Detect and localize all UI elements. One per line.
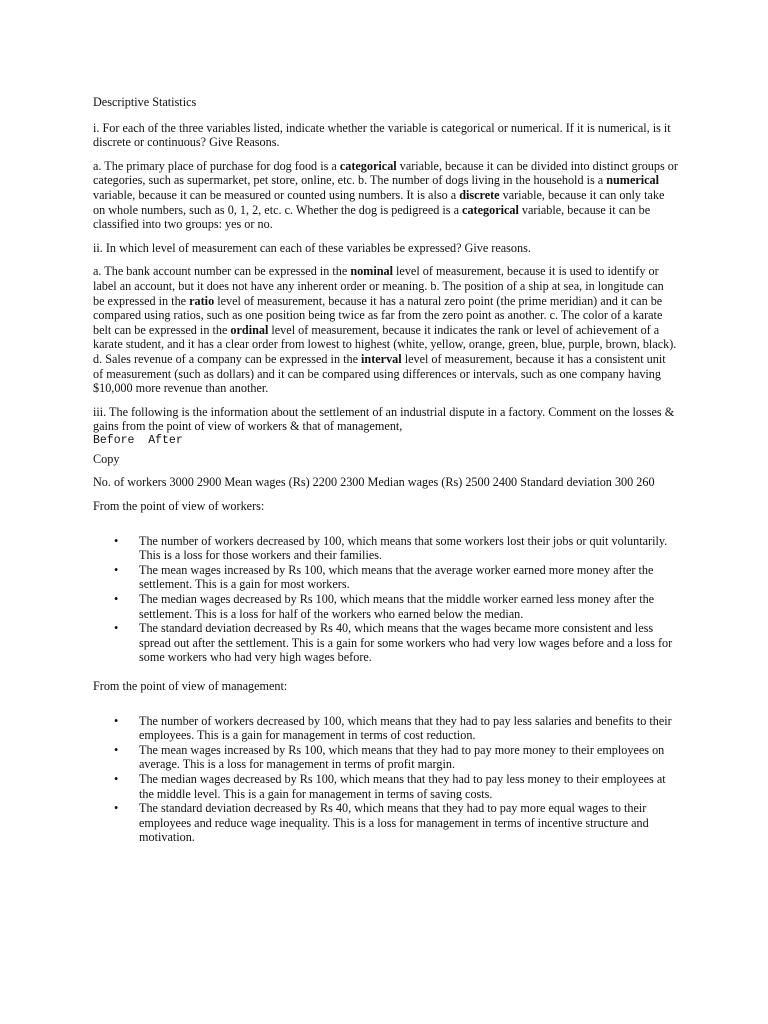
text-run: a. The bank account number can be expressed in the [93, 264, 351, 279]
bold-term: ordinal [230, 322, 269, 337]
list-item [93, 592, 678, 621]
bold-term: interval [361, 351, 402, 366]
text-run: variable, because it can be classified into two groups: yes or no. [93, 202, 651, 232]
bullet-icon: • [114, 592, 119, 607]
list-item [93, 563, 678, 592]
bullet-icon: • [114, 742, 119, 757]
bullet-icon: • [114, 621, 119, 636]
management-bullet-list [93, 714, 678, 845]
list-item-text: The mean wages increased by Rs 100, which means that they had to pay more money to their employees on average. This is a loss for management in terms of profit margin. [139, 742, 665, 772]
question-2-prompt: ii. In which level of measurement can each of these variables be expressed? Give reasons. [93, 240, 531, 255]
text-run: level of measurement, because it has a consistent unit of measurement (such as dollars) and it can be compared using differences or intervals, such as one company having $10,000 more revenue than another. [93, 351, 666, 396]
bold-term: categorical [462, 202, 519, 217]
list-item [93, 534, 678, 563]
workers-bullet-list [93, 534, 678, 665]
document-page [93, 95, 678, 859]
list-item [93, 743, 678, 772]
copy-link[interactable]: Copy [93, 451, 120, 466]
list-item [93, 621, 678, 665]
text-run: level of measurement, because it has a natural zero point (the prime meridian) and it can be compared using ratios, such as one position being twice as far from the zero point as another. c. The color of a karate belt can be expressed in the [93, 293, 663, 337]
list-item-text: The median wages decreased by Rs 100, which means that the middle worker earned less money after the settlement. This is a loss for half of the workers who earned below the median. [139, 592, 655, 621]
text-run: a. The primary place of purchase for dog food is a [93, 158, 340, 173]
question-2-answer [93, 264, 678, 395]
list-item-text: The standard deviation decreased by Rs 40, which means that the wages became more consistent and less spread out after the settlement. This is a gain for some workers who had very low wages before and a loss for some workers who had very high wages before. [139, 621, 673, 665]
text-run: level of measurement, because it indicates the rank or level of achievement of a karate student, and it has a clear order from lowest to highest (white, yellow, orange, green, blue, purple, brown, black). d. Sales revenue of a company can be expressed in the [93, 322, 677, 366]
list-item [93, 801, 678, 845]
question-3-prompt: iii. The following is the information about the settlement of an industrial dispute in a factory. Comment on the losses & gains from the point of view of workers & that of management, [93, 404, 675, 434]
list-item-text: The standard deviation decreased by Rs 40, which means that they had to pay more equal wages to their employees and reduce wage inequality. This is a loss for management in terms of incentive structure and motivation. [139, 801, 649, 845]
bullet-icon: • [114, 801, 119, 816]
list-item-text: The number of workers decreased by 100, which means that some workers lost their jobs or quit voluntarily. This is a loss for those workers and their families. [139, 533, 668, 563]
list-item [93, 714, 678, 743]
list-item-text: The number of workers decreased by 100, which means that they had to pay less salaries and benefits to their employees. This is a gain for management in terms of cost reduction. [139, 713, 672, 743]
document-title: Descriptive Statistics [93, 95, 197, 109]
list-item [93, 772, 678, 801]
text-run: variable, because it can only take on whole numbers, such as 0, 1, 2, etc. c. Whether the dog is pedigreed is a [93, 187, 665, 217]
text-run: level of measurement, because it is used to identify or label an account, but it does not have any inherent order or meaning. b. The position of a ship at sea, in longitude can be expressed in the [93, 264, 664, 308]
question-1-answer [93, 159, 678, 232]
workers-heading: From the point of view of workers: [93, 499, 265, 514]
bold-term: numerical [606, 173, 660, 188]
list-item-text: The median wages decreased by Rs 100, which means that they had to pay less money to their employees at the middle level. This is a gain for management in terms of saving costs. [139, 771, 666, 801]
bold-term: nominal [350, 264, 393, 279]
bullet-icon: • [114, 713, 119, 728]
settlement-data-line: No. of workers 3000 2900 Mean wages (Rs) 2200 2300 Median wages (Rs) 2500 2400 Standard deviation 300 260 [93, 475, 655, 490]
bullet-icon: • [114, 562, 119, 577]
bold-term: categorical [339, 158, 397, 173]
management-heading: From the point of view of management: [93, 679, 288, 693]
bold-term: discrete [459, 187, 500, 202]
bullet-icon: • [114, 771, 119, 786]
bold-term: ratio [189, 293, 215, 308]
code-block-header: Before After [93, 433, 183, 447]
bullet-icon: • [114, 533, 119, 548]
text-run: variable, because it can be divided into distinct groups or categories, such as supermarket, pet store, online, etc. b. The number of dogs living in the household is a [93, 158, 678, 188]
question-1-prompt: i. For each of the three variables listed, indicate whether the variable is categorical or numerical. If it is numerical, is it discrete or continuous? Give Reasons. [93, 120, 671, 150]
text-run: variable, because it can be measured or counted using numbers. It is also a [93, 187, 460, 202]
list-item-text: The mean wages increased by Rs 100, which means that the average worker earned more money after the settlement. This is a gain for most workers. [139, 562, 654, 592]
